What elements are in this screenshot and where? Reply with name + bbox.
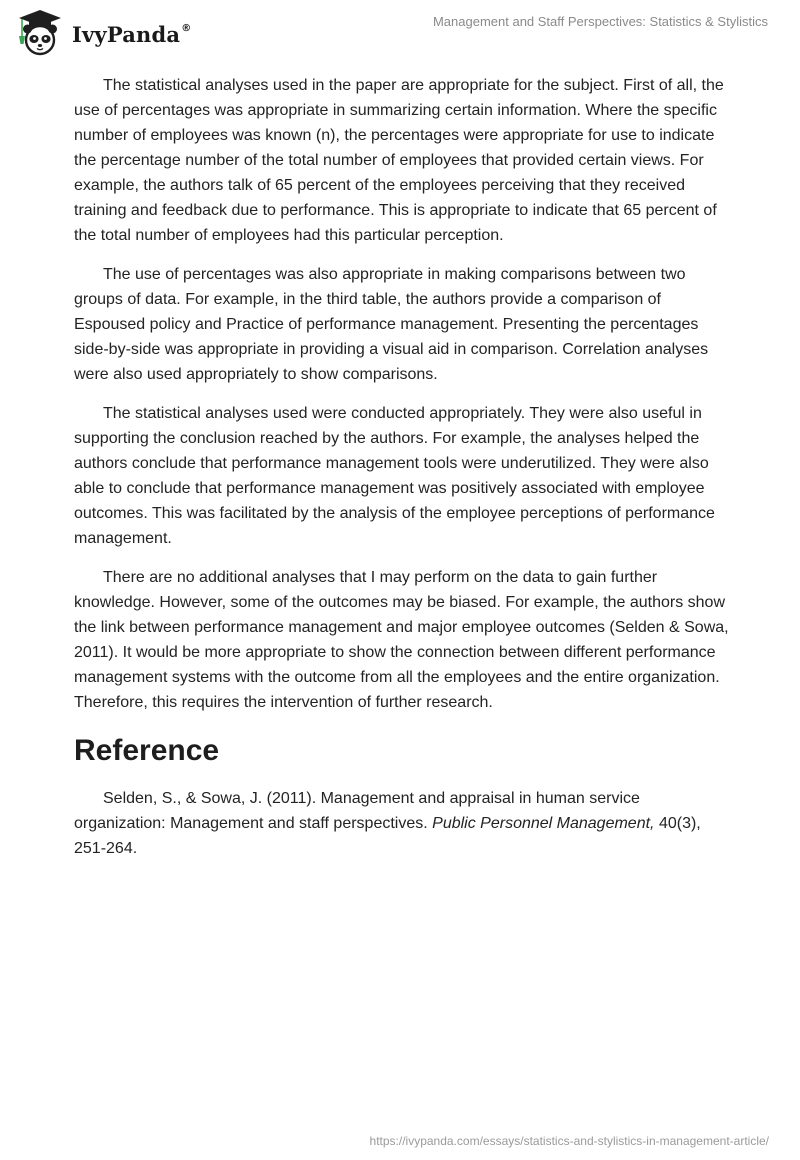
reference-entry-tail: 40(3), 251-264. xyxy=(74,815,701,857)
source-url[interactable]: https://ivypanda.com/essays/statistics-and-stylistics-in-management-article/ xyxy=(369,1134,769,1148)
brand-logo[interactable] xyxy=(14,8,191,56)
brand-name: IvyPanda® xyxy=(72,21,192,47)
reference-entry-text: Selden, S., & Sowa, J. (2011). Management and appraisal in human service organization: Management and staff perspectives. xyxy=(74,790,640,832)
panda-graduate-icon xyxy=(14,8,66,56)
document-title: Management and Staff Perspectives: Statistics & Stylistics xyxy=(432,14,768,29)
body-paragraph: The statistical analyses used in the paper are appropriate for the subject. First of all, the use of percentages was appropriate in summarizing certain information. Where the specific number of employees was known (n), the percentages were appropriate for use to indicate the percentage number of the total number of employees that provided certain views. For example, the authors talk of 65 percent of the employees perceiving that they received training and feedback due to performance. This is appropriate to indicate that 65 percent of the total number of employees had this particular perception. xyxy=(74,77,724,244)
reference-entry xyxy=(74,786,734,861)
reference-journal: Public Personnel Management, xyxy=(432,815,655,832)
article-body xyxy=(74,73,734,875)
registered-mark: ® xyxy=(181,22,192,34)
body-paragraph: The statistical analyses used were conducted appropriately. They were also useful in supporting the conclusion reached by the authors. For example, the analyses helped the authors conclude that performance management tools were underutilized. They were also able to conclude that performance management was positively associated with employee outcomes. This was facilitated by the analysis of the employee perceptions of performance management. xyxy=(74,405,715,547)
body-paragraph: There are no additional analyses that I may perform on the data to gain further knowledge. However, some of the outcomes may be biased. For example, the authors show the link between performance management and major employee outcomes (Selden & Sowa, 2011). It would be more appropriate to show the connection between different performance management systems with the outcome from all the employees and the entire organization. Therefore, this requires the intervention of further research. xyxy=(74,569,729,711)
page-header xyxy=(0,0,800,64)
body-paragraph: The use of percentages was also appropriate in making comparisons between two groups of data. For example, in the third table, the authors provide a comparison of Espoused policy and Practice of performance management. Presenting the percentages side-by-side was appropriate in providing a visual aid in comparison. Correlation analyses were also used appropriately to show comparisons. xyxy=(74,266,709,383)
reference-heading: Reference xyxy=(74,734,220,767)
